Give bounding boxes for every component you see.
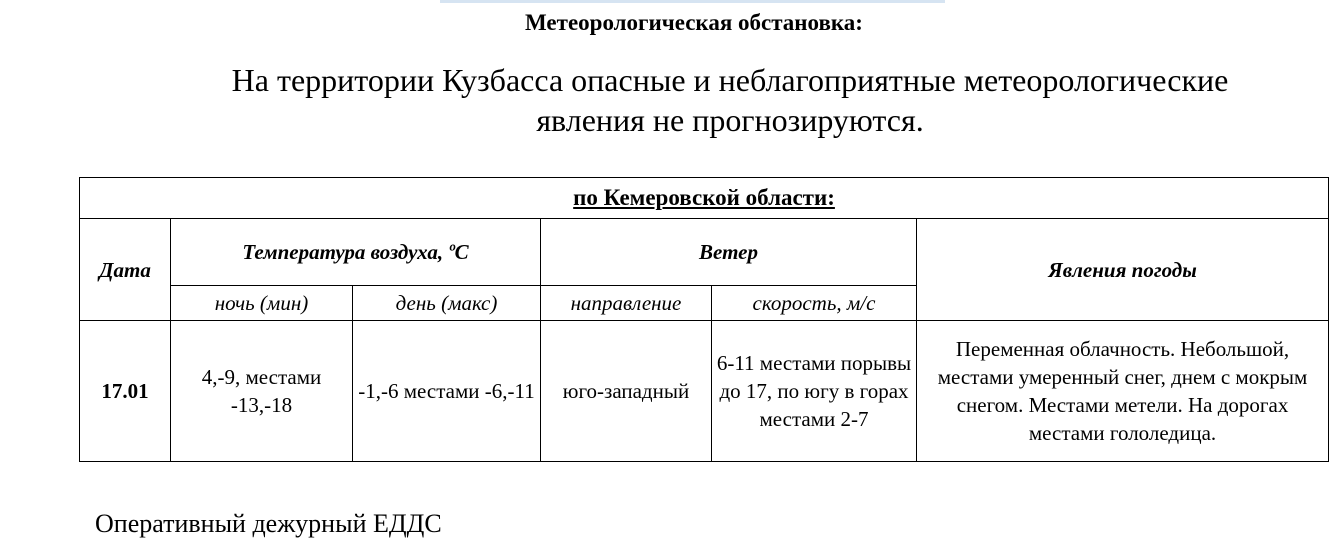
cell-phenomena: Переменная облачность. Небольшой, местами умеренный снег, днем с мокрым снегом. Местами метели. На дорогах местами гололедица.: [917, 321, 1329, 462]
signature: Оперативный дежурный ЕДДС: [95, 509, 442, 538]
region-title: по Кемеровской области:: [80, 178, 1329, 219]
subheader-direction: направление: [541, 286, 712, 321]
section-title: Метеорологическая обстановка:: [525, 10, 863, 35]
table-row: [80, 321, 1329, 462]
forecast-note: На территории Кузбасса опасные и неблагоприятные метеорологические явления не прогнозируются.: [231, 62, 1229, 138]
subheader-speed: скорость, м/с: [712, 286, 917, 321]
header-temperature: Температура воздуха, ºС: [171, 219, 541, 286]
cell-wind-speed: 6-11 местами порывы до 17, по югу в горах местами 2-7: [712, 321, 917, 462]
header-phenomena: Явления погоды: [917, 219, 1329, 321]
subheader-night: ночь (мин): [171, 286, 353, 321]
cell-night-temp: 4,-9, местами -13,-18: [171, 321, 353, 462]
top-accent-bar: [440, 0, 945, 3]
region-row: [80, 178, 1329, 219]
cell-wind-direction: юго-западный: [541, 321, 712, 462]
cell-day-temp: -1,-6 местами -6,-11: [353, 321, 541, 462]
header-row: [80, 219, 1329, 286]
subheader-day: день (макс): [353, 286, 541, 321]
cell-date: 17.01: [80, 321, 171, 462]
weather-table: [79, 177, 1329, 462]
header-date: Дата: [80, 219, 171, 321]
header-wind: Ветер: [541, 219, 917, 286]
